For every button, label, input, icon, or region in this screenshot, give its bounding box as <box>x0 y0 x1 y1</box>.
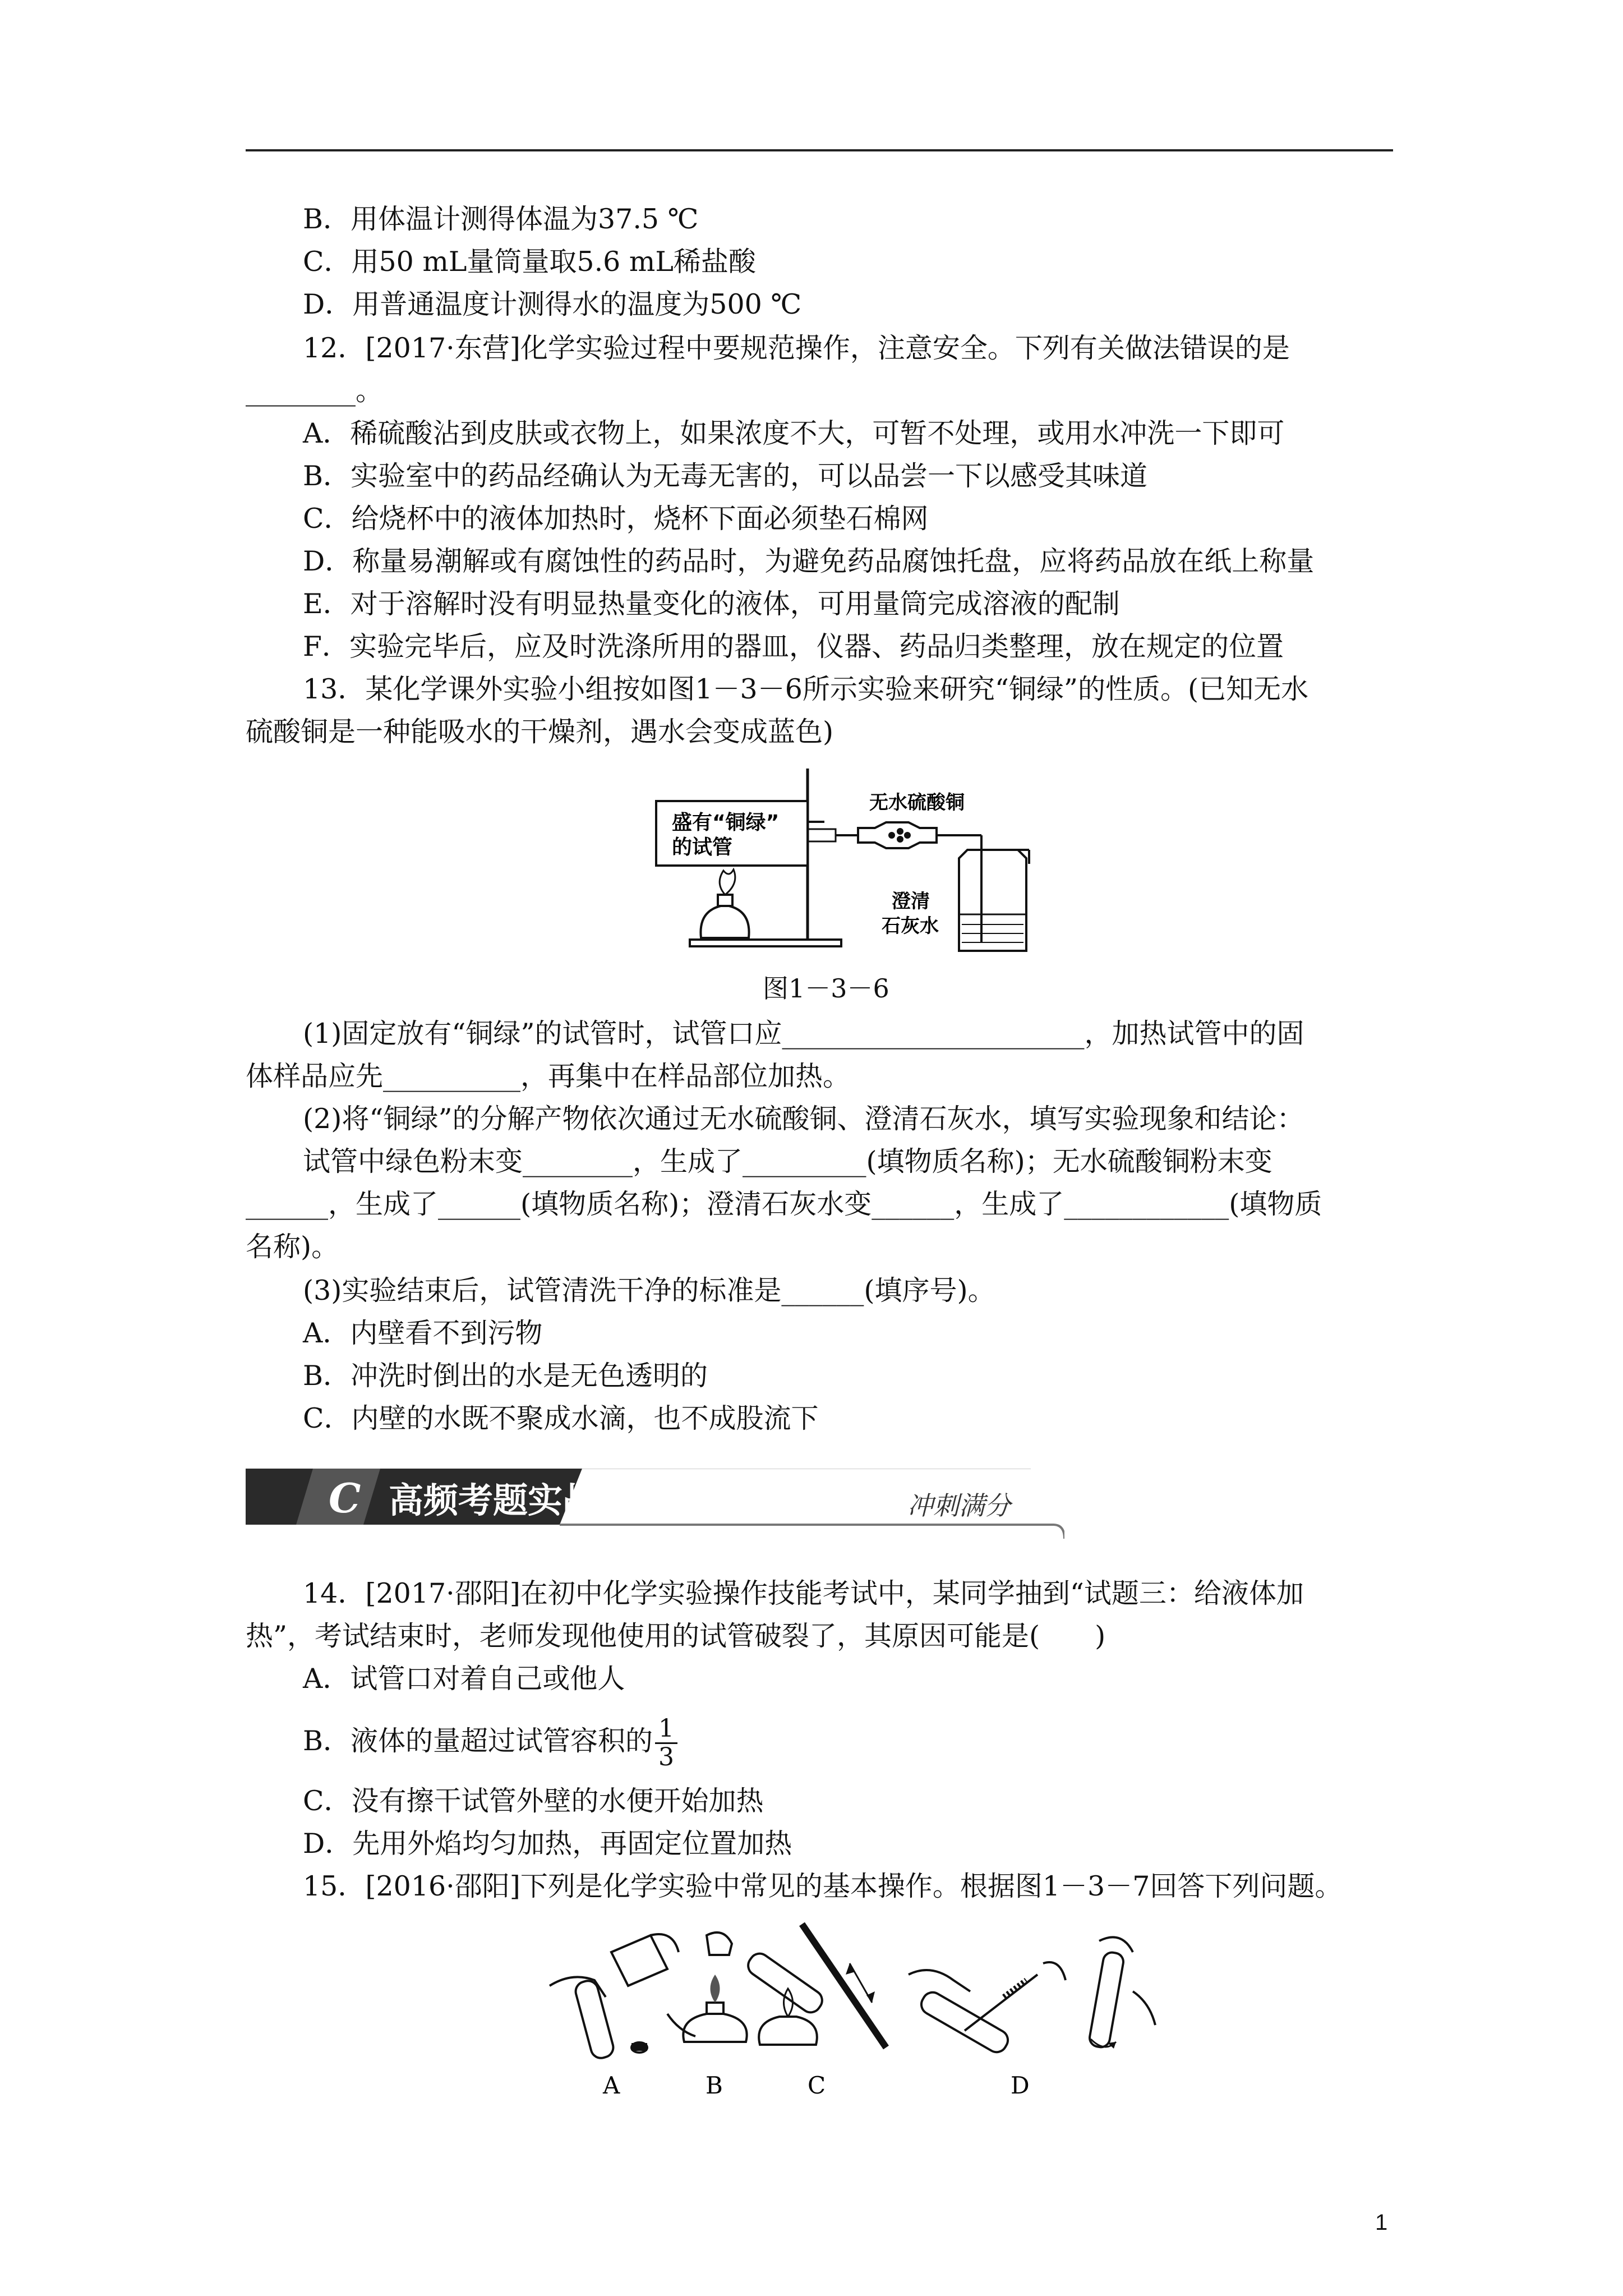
label-anhydrous-cuso4: 无水硫酸铜 <box>869 792 965 814</box>
q12-option-d: D．称量易潮解或有腐蚀性的药品时，为避免药品腐蚀托盘，应将药品放在纸上称量 <box>303 545 1315 577</box>
label-tube-line1: 盛有“铜绿” <box>672 811 780 834</box>
q13-part2: (2)将“铜绿”的分解产物依次通过无水硫酸铜、澄清石灰水，填写实验现象和结论： <box>303 1103 1304 1135</box>
figure-caption-1-3-6: 图1－3－6 <box>763 973 889 1004</box>
question-12-blank: ________。 <box>246 375 384 407</box>
fig2-label-d: D <box>1011 2072 1030 2099</box>
q12-option-a: A．稀硫酸沾到皮肤或衣物上，如果浓度不大，可暂不处理，或用水冲洗一下即可 <box>303 417 1285 449</box>
q13-option-c: C．内壁的水既不聚成水滴，也不成股流下 <box>303 1402 819 1434</box>
option-c: C．用50 mL量筒量取5.6 mL稀盐酸 <box>303 246 756 278</box>
fig2-label-b: B <box>706 2072 723 2099</box>
q12-option-b: B．实验室中的药品经确认为无毒无害的，可以品尝一下以感受其味道 <box>303 460 1148 492</box>
question-13: 13．某化学课外实验小组按如图1－3－6所示实验来研究“铜绿”的性质。(已知无水 <box>303 673 1309 705</box>
fig2-label-c: C <box>808 2072 826 2099</box>
header-rule <box>246 149 1393 151</box>
banner-graphic <box>246 1469 1064 1542</box>
q12-option-f: F．实验完毕后，应及时洗涤所用的器皿，仪器、药品归类整理，放在规定的位置 <box>303 631 1284 662</box>
page-number: 1 <box>1375 2210 1388 2235</box>
q12-option-e: E．对于溶解时没有明显热量变化的液体，可用量筒完成溶液的配制 <box>303 588 1120 620</box>
fraction-one-third <box>655 1715 677 1771</box>
q13-part2-line3: ______，生成了______(填物质名称)；澄清石灰水变______，生成了____________(填物质 <box>246 1188 1322 1220</box>
fraction-numerator: 1 <box>655 1715 677 1744</box>
banner-letter: C <box>329 1474 361 1522</box>
banner-subtitle: 冲刺满分 <box>907 1490 1011 1521</box>
q13-part1-cont: 体样品应先__________，再集中在样品部位加热。 <box>246 1060 851 1092</box>
question-12: 12．[2017·东营]化学实验过程中要规范操作，注意安全。下列有关做法错误的是 <box>303 332 1290 364</box>
q14-option-a: A．试管口对着自己或他人 <box>303 1663 625 1695</box>
question-15: 15．[2016·邵阳]下列是化学实验中常见的基本操作。根据图1－3－7回答下列问题。 <box>303 1870 1343 1902</box>
q13-part1: (1)固定放有“铜绿”的试管时，试管口应______________________，加热试管中的固 <box>303 1018 1304 1050</box>
option-b: B．用体温计测得体温为37.5 ℃ <box>303 203 699 235</box>
option-d: D．用普通温度计测得水的温度为500 ℃ <box>303 288 802 320</box>
q13-option-a: A．内壁看不到污物 <box>303 1317 543 1349</box>
section-banner <box>246 1469 1064 1542</box>
label-limewater-line1: 澄清 <box>892 890 930 913</box>
banner-title: 高频考题实战练 <box>389 1480 633 1521</box>
q14-option-b-text: B．液体的量超过试管容积的 <box>303 1725 653 1757</box>
q14-option-d: D．先用外焰均匀加热，再固定位置加热 <box>303 1828 792 1860</box>
q13-part3: (3)实验结束后，试管清洗干净的标准是______(填序号)。 <box>303 1274 995 1306</box>
q13-option-b: B．冲洗时倒出的水是无色透明的 <box>303 1360 708 1392</box>
fraction-denominator: 3 <box>658 1743 675 1772</box>
question-13-cont: 硫酸铜是一种能吸水的干燥剂，遇水会变成蓝色) <box>246 716 834 748</box>
q14-option-c: C．没有擦干试管外壁的水便开始加热 <box>303 1785 764 1817</box>
question-14-cont: 热”，考试结束时，老师发现他使用的试管破裂了，其原因可能是( ) <box>246 1620 1106 1652</box>
question-14: 14．[2017·邵阳]在初中化学实验操作技能考试中，某同学抽到“试题三：给液体加 <box>303 1577 1304 1609</box>
q12-option-c: C．给烧杯中的液体加热时，烧杯下面必须垫石棉网 <box>303 503 929 535</box>
q14-option-b <box>303 1715 677 1771</box>
label-tube-line2: 的试管 <box>672 836 733 859</box>
q13-part2-line2: 试管中绿色粉末变________，生成了_________(填物质名称)；无水硫酸铜粉末变 <box>303 1145 1272 1177</box>
q13-part2-line4: 名称)。 <box>246 1231 339 1263</box>
fig2-label-a: A <box>603 2072 620 2099</box>
basic-operations-figure <box>538 1918 1166 2104</box>
label-limewater-line2: 石灰水 <box>882 915 939 937</box>
copper-green-apparatus-figure <box>645 763 1049 959</box>
